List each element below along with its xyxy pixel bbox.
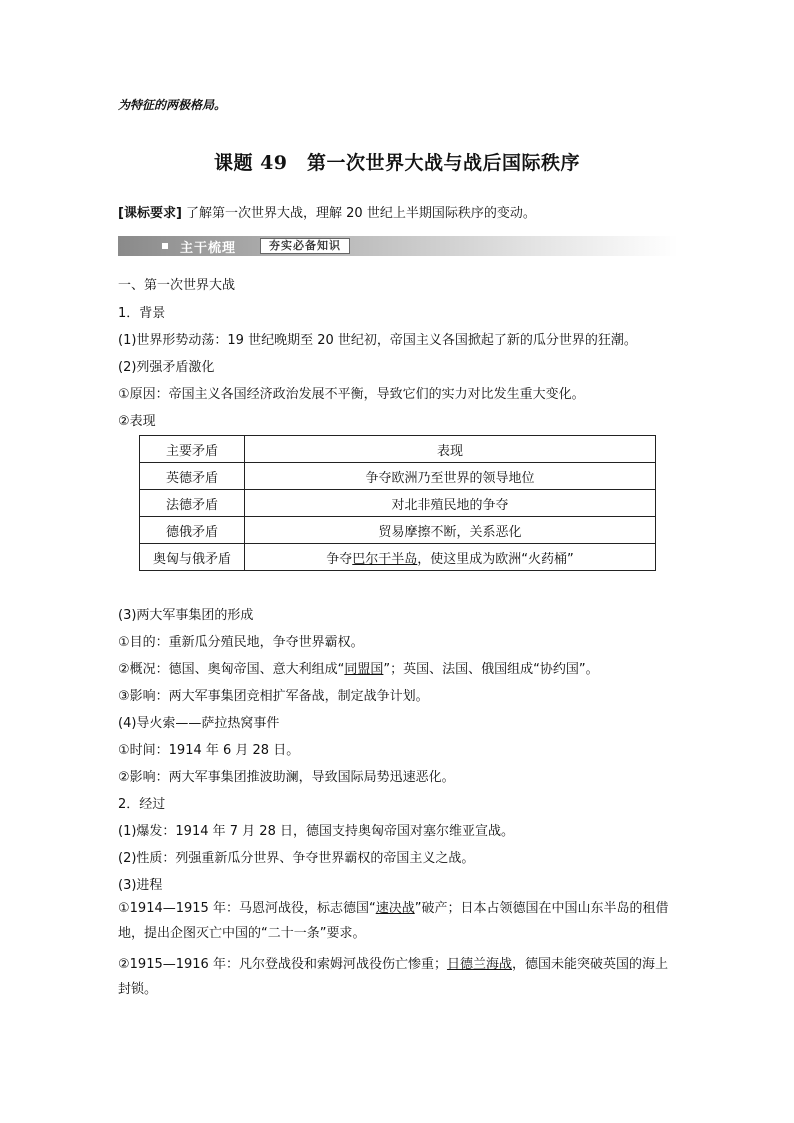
cell-text: ，使这里成为欧洲“火药桶” [417,551,574,567]
paragraph-influence: ③影响：两大军事集团竞相扩军备战，制定战争计划。 [118,689,429,704]
underlined-term: 日德兰海战 [446,957,512,972]
table-header-cell: 主要矛盾 [140,436,245,463]
table-cell: 法德矛盾 [140,490,245,517]
underlined-term: 速决战 [375,901,415,916]
requirement-text: 了解第一次世界大战，理解 20 世纪上半期国际秩序的变动。 [186,206,536,221]
paragraph-1914-1915 [118,896,678,946]
table-row [140,490,656,517]
section-sub-label: 夯实必备知识 [260,238,350,254]
paragraph-cause: ①原因：帝国主义各国经济政治发展不平衡，导致它们的实力对比发生重大变化。 [118,387,585,402]
paragraph-manifestation: ②表现 [118,414,156,429]
cell-text: 争夺 [326,551,353,567]
square-bullet-icon [162,243,168,249]
paragraph-purpose: ①目的：重新瓜分殖民地，争夺世界霸权。 [118,635,364,650]
underlined-term: 同盟国 [344,662,384,677]
underlined-term: 巴尔干半岛 [352,551,418,567]
text-segment: ①1914—1915 年：马恩河战役，标志德国“ [118,901,376,916]
heading-world-war-one: 一、第一次世界大战 [118,278,236,293]
table-header-row [140,436,656,463]
paragraph-military-blocs: (3)两大军事集团的形成 [118,608,254,623]
paragraph-progress: (3)进程 [118,878,163,893]
heading-process: 2．经过 [118,797,166,812]
table-header-cell: 表现 [245,436,656,463]
heading-background: 1．背景 [118,306,166,321]
curriculum-requirement [118,202,536,221]
text-segment: ”；英国、法国、俄国组成“协约国”。 [383,662,599,677]
section-main-label: 主干梳理 [180,241,237,256]
contradictions-table [139,435,656,571]
paragraph-time: ①时间：1914 年 6 月 28 日。 [118,743,300,758]
paragraph-1915-1916 [118,952,678,1002]
table-row [140,544,656,571]
text-segment: ”破产；日本占领德国在中国山东半岛的租借地，提出企图灭亡中国的“二十一条”要求。 [118,901,669,941]
paragraph-trigger: (4)导火索——萨拉热窝事件 [118,716,280,731]
paragraph-contradictions: (2)列强矛盾激化 [118,360,215,375]
table-cell: 德俄矛盾 [140,517,245,544]
table-cell: 对北非殖民地的争夺 [245,490,656,517]
table-cell: 争夺欧洲乃至世界的领导地位 [245,463,656,490]
table-cell: 奥匈与俄矛盾 [140,544,245,571]
table-cell: 贸易摩擦不断，关系恶化 [245,517,656,544]
table-row [140,517,656,544]
paragraph-world-situation: (1)世界形势动荡：19 世纪晚期至 20 世纪初，帝国主义各国掀起了新的瓜分世界的狂潮。 [118,333,637,348]
text-segment: ②概况：德国、奥匈帝国、意大利组成“ [118,662,345,677]
paragraph-nature: (2)性质：列强重新瓜分世界、争夺世界霸权的帝国主义之战。 [118,851,475,866]
continued-text: 为特征的两极格局。 [118,98,227,112]
text-segment: ，德国未能突破英国的海上封锁。 [118,957,668,997]
text-segment: ②1915—1916 年：凡尔登战役和索姆河战役伤亡惨重； [118,957,447,972]
table-cell [245,544,656,571]
requirement-tag: [课标要求] [118,206,182,221]
paragraph-trigger-influence: ②影响：两大军事集团推波助澜，导致国际局势迅速恶化。 [118,770,455,785]
table-cell: 英德矛盾 [140,463,245,490]
section-header-bar [118,236,678,256]
paragraph-outbreak: (1)爆发：1914 年 7 月 28 日，德国支持奥匈帝国对塞尔维亚宣战。 [118,824,514,839]
paragraph-overview [118,658,599,677]
page-title: 课题 49 第一次世界大战与战后国际秩序 [213,152,581,174]
table-row [140,463,656,490]
